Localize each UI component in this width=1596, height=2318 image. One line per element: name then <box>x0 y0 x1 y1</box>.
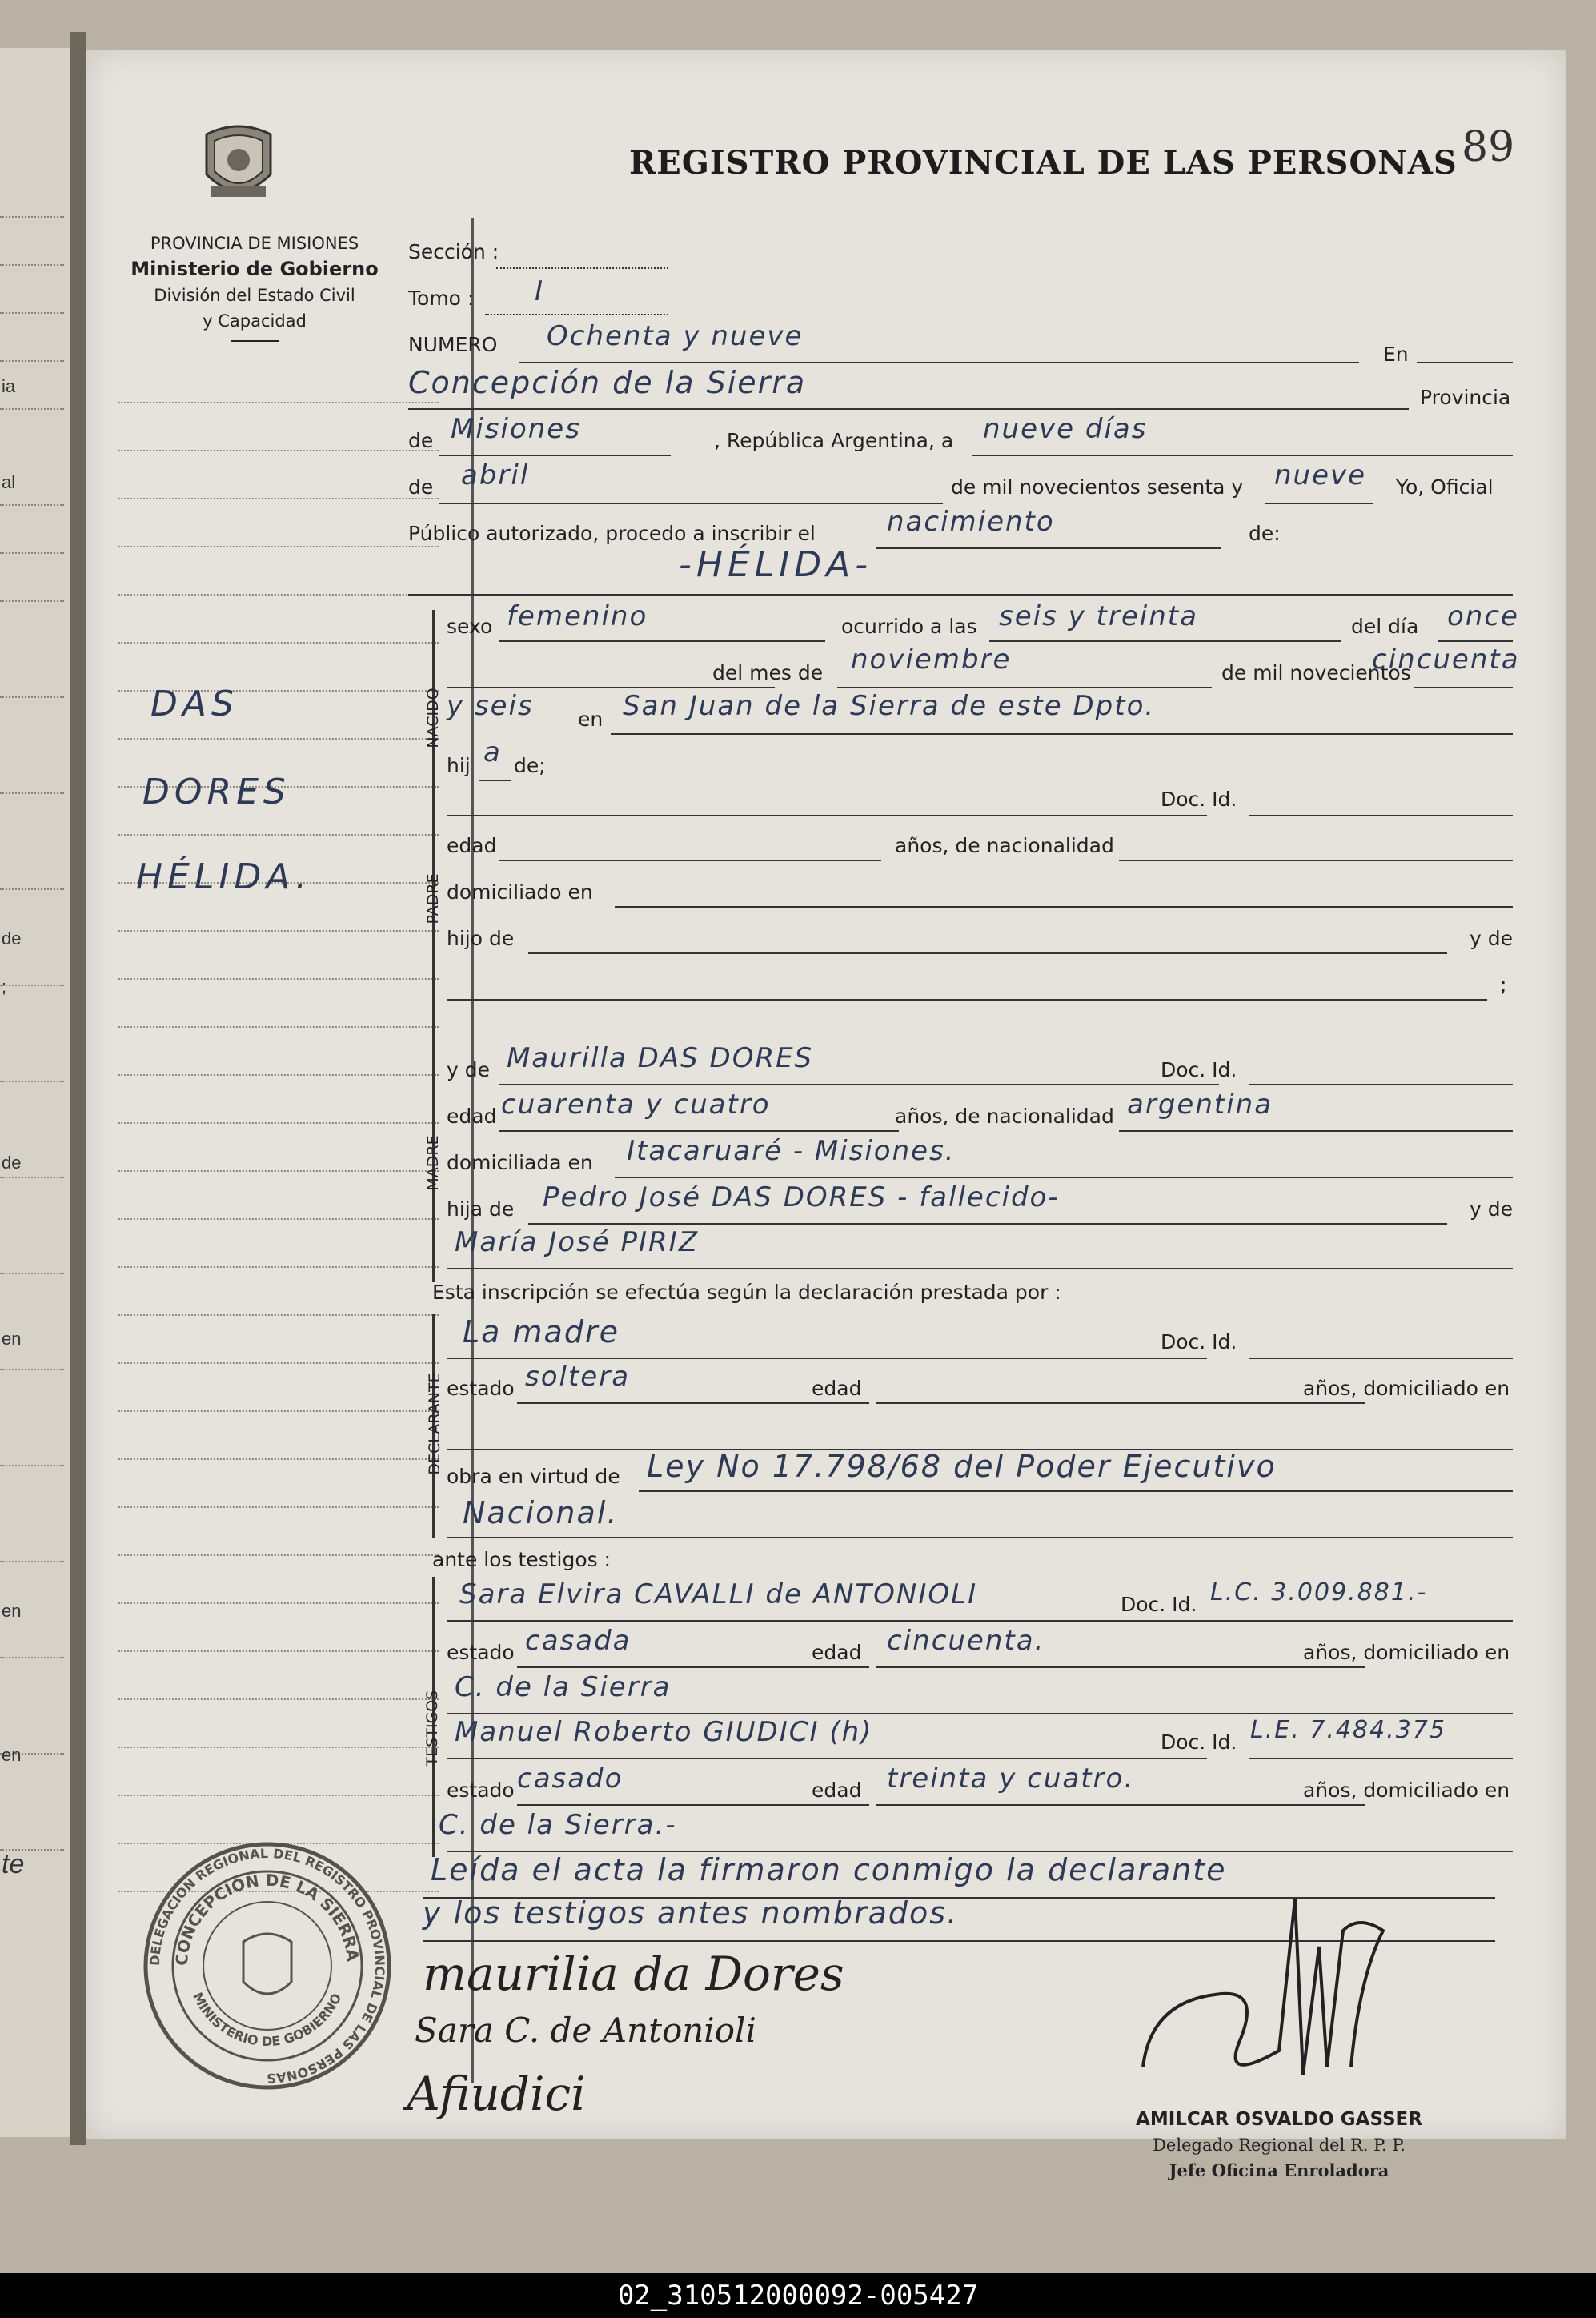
official-role-1: Delegado Regional del R. P. P. <box>1153 2136 1406 2155</box>
madre-doc-label: Doc. Id. <box>1161 1058 1237 1081</box>
signature-declarante: maurilia da Dores <box>423 1947 844 2001</box>
stub-surname-1: DAS <box>150 684 239 724</box>
year-value: nueve <box>1274 459 1367 491</box>
testigo2-estado-value: casado <box>517 1763 624 1795</box>
stub-margin-line <box>471 218 474 2083</box>
registered-name: -HÉLIDA- <box>679 544 873 585</box>
declarante-section-label: DECLARANTE <box>426 1373 443 1475</box>
de2-label: de <box>408 475 434 499</box>
madre-nacionalidad-value: argentina <box>1127 1089 1273 1121</box>
month-value: abril <box>461 459 530 491</box>
testigo1-estado-value: casada <box>525 1625 632 1657</box>
book-spine <box>70 32 86 2145</box>
numero-value: Ochenta y nueve <box>547 320 804 352</box>
seccion-label: Sección : <box>408 240 499 263</box>
anio-value-2: y seis <box>447 690 534 722</box>
sexo-label: sexo <box>447 615 493 638</box>
declarante-nombre-value: La madre <box>463 1314 620 1349</box>
nacido-section-label: NACIDO <box>424 688 442 748</box>
testigos-intro: ante los testigos : <box>432 1548 612 1571</box>
madre-madre-value: María José PIRIZ <box>455 1226 699 1258</box>
hij-label: hij <box>447 754 471 777</box>
province-value: Misiones <box>451 413 581 445</box>
madre-hija-label: hija de <box>447 1197 515 1221</box>
declarante-estado-value: soltera <box>525 1361 631 1393</box>
testigo2-domicilio-value: C. de la Sierra.- <box>439 1809 677 1841</box>
stub-given-name: HÉLIDA. <box>136 856 312 897</box>
madre-y-de-label: y de <box>447 1058 490 1081</box>
province-name: PROVINCIA DE MISIONES <box>150 234 359 253</box>
anio-value: cincuenta <box>1372 644 1520 676</box>
padre-hijo-label: hijo de <box>447 927 515 950</box>
hora-value: seis y treinta <box>999 600 1198 632</box>
madre-padres-value: Pedro José DAS DORES - fallecido- <box>543 1181 1060 1213</box>
left-fragment: en <box>2 1745 22 1765</box>
year-label: de mil novecientos sesenta y <box>951 475 1244 499</box>
madre-edad-label: edad <box>447 1105 497 1128</box>
testigo1-edad-value: cincuenta. <box>887 1625 1045 1657</box>
dia-value: once <box>1447 600 1519 632</box>
padre-section-label: PADRE <box>424 873 442 924</box>
ministry-header <box>102 231 407 342</box>
testigo1-domicilio-value: C. de la Sierra <box>455 1671 672 1703</box>
lugar-value: San Juan de la Sierra de este Dpto. <box>623 690 1156 722</box>
madre-nacionalidad-label: años, de nacionalidad <box>895 1105 1114 1128</box>
ministry-name: Ministerio de Gobierno <box>130 258 379 280</box>
padre-domiciliado-label: domiciliado en <box>447 880 593 904</box>
de-colon-label: de: <box>1249 522 1281 545</box>
signature-testigo-1: Sara C. de Antonioli <box>415 2011 756 2050</box>
mes-value: noviembre <box>851 644 1012 676</box>
register-page <box>86 50 1566 2180</box>
madre-edad-value: cuarenta y cuatro <box>501 1089 771 1121</box>
padre-y-de-label: y de <box>1470 927 1513 950</box>
testigo2-edad-value: treinta y cuatro. <box>887 1763 1135 1795</box>
testigo1-doc-label: Doc. Id. <box>1121 1593 1197 1616</box>
del-dia-label: del día <box>1351 615 1419 638</box>
acto-value: nacimiento <box>887 506 1055 538</box>
madre-nombre-value: Maurilla DAS DORES <box>507 1042 814 1074</box>
testigo1-estado-label: estado <box>447 1641 515 1664</box>
padre-doc-label: Doc. Id. <box>1161 788 1237 811</box>
closing-line-1: Leída el acta la firmaron conmigo la declarante <box>431 1852 1227 1887</box>
testigo2-doc-label: Doc. Id. <box>1161 1730 1237 1754</box>
madre-domicilio-value: Itacaruaré - Misiones. <box>627 1135 956 1167</box>
official-role-2: Jefe Oficina Enroladora <box>1169 2160 1389 2180</box>
padre-semicolon: ; <box>1500 973 1507 997</box>
declarante-intro: Esta inscripción se efectúa según la declaración prestada por : <box>432 1281 1061 1304</box>
left-fragment: en <box>2 1329 22 1349</box>
left-fragment: ; <box>2 977 7 997</box>
testigo2-doc-value: L.E. 7.484.375 <box>1250 1716 1446 1744</box>
stamp-bottom-text: MINISTERIO DE GOBIERNO <box>190 1990 345 2050</box>
en-label: en <box>578 708 604 731</box>
de-label: de <box>408 429 434 452</box>
closing-line-2: y los testigos antes nombrados. <box>423 1895 959 1931</box>
left-fragment: de <box>2 928 22 948</box>
testigo2-domiciliado-label: años, domiciliado en <box>1303 1779 1510 1802</box>
testigo2-estado-label: estado <box>447 1779 515 1802</box>
declarante-domiciliado-label: años, domiciliado en <box>1303 1377 1510 1400</box>
testigo2-nombre-value: Manuel Roberto GIUDICI (h) <box>455 1716 873 1748</box>
testigo1-edad-label: edad <box>812 1641 862 1664</box>
en-label: En <box>1383 343 1409 366</box>
tomo-value: I <box>535 275 545 307</box>
declarante-estado-label: estado <box>447 1377 515 1400</box>
official-signature <box>1119 1883 1407 2115</box>
document-title: REGISTRO PROVINCIAL DE LAS PERSONAS <box>629 144 1458 182</box>
official-stamp <box>139 1838 395 2094</box>
left-page-edge <box>0 48 72 2137</box>
place-value: Concepción de la Sierra <box>408 365 807 400</box>
mes-label: del mes de <box>712 661 824 684</box>
padre-edad-label: edad <box>447 834 497 857</box>
republica-label: , República Argentina, a <box>714 429 954 452</box>
testigo1-doc-value: L.C. 3.009.881.- <box>1210 1578 1428 1606</box>
division-line-1: División del Estado Civil <box>154 286 355 305</box>
stamp-outer-text: DELEGACION REGIONAL DEL REGISTRO PROVINCIAL DE LAS PERSONAS <box>146 1845 388 2087</box>
official-block <box>1079 2107 1479 2184</box>
mil-label: de mil novecientos <box>1221 661 1411 684</box>
sexo-value: femenino <box>507 600 648 632</box>
testigo1-domiciliado-label: años, domiciliado en <box>1303 1641 1510 1664</box>
left-fragment: de <box>2 1153 22 1173</box>
padre-nacionalidad-label: años, de nacionalidad <box>895 834 1114 857</box>
declarante-edad-label: edad <box>812 1377 862 1400</box>
testigos-section-label: TESTIGOS <box>423 1690 441 1767</box>
left-fragment: en <box>2 1601 22 1621</box>
page-number: 89 <box>1462 123 1515 171</box>
madre-section-label: MADRE <box>424 1135 442 1191</box>
hij-value: a <box>483 736 502 768</box>
left-fragment: ia <box>2 376 16 396</box>
day-value: nueve días <box>983 413 1148 445</box>
testigo1-nombre-value: Sara Elvira CAVALLI de ANTONIOLI <box>459 1578 978 1610</box>
declarante-obra-label: obra en virtud de <box>447 1465 620 1488</box>
numero-label: NUMERO <box>408 333 498 356</box>
declarante-obra-value: Ley No 17.798/68 del Poder Ejecutivo <box>647 1449 1277 1484</box>
testigo2-edad-label: edad <box>812 1779 862 1802</box>
scan-id-footer: 02_310512000092-005427 <box>0 2273 1596 2318</box>
declarante-doc-label: Doc. Id. <box>1161 1330 1237 1354</box>
ocurrido-label: ocurrido a las <box>841 615 977 638</box>
left-fragment: te <box>2 1849 25 1879</box>
tomo-label: Tomo : <box>408 287 475 310</box>
left-fragment: al <box>2 472 16 492</box>
stub-surname-2: DORES <box>142 772 291 812</box>
declarante-obra-value-2: Nacional. <box>463 1495 619 1530</box>
stamp-inner-text: CONCEPCION DE LA SIERRA <box>171 1870 363 1967</box>
provincia-label: Provincia <box>1420 386 1511 409</box>
madre-domiciliada-label: domiciliada en <box>447 1151 593 1174</box>
crest-icon <box>197 118 280 207</box>
signature-testigo-2: Afiudici <box>407 2067 586 2121</box>
madre-y-de2-label: y de <box>1470 1197 1513 1221</box>
publico-label: Público autorizado, procedo a inscribir el <box>408 522 816 545</box>
official-name: AMILCAR OSVALDO GASSER <box>1136 2109 1422 2130</box>
hij-de-label: de; <box>514 754 546 777</box>
yo-oficial-label: Yo, Oficial <box>1396 475 1494 499</box>
division-line-2: y Capacidad <box>203 311 307 331</box>
